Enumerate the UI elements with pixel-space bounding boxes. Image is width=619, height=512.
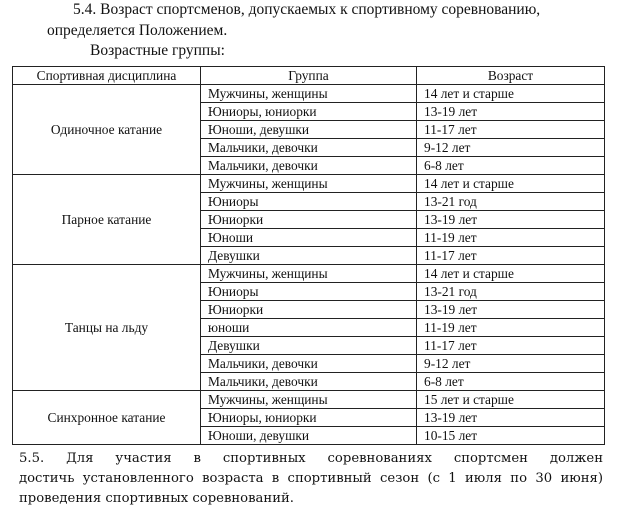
age-cell: 10-15 лет	[417, 427, 605, 445]
group-cell: юноши	[201, 319, 417, 337]
age-cell: 11-19 лет	[417, 229, 605, 247]
section-5-5-line-3: проведения спортивных соревнований.	[19, 491, 294, 506]
age-cell: 13-19 лет	[417, 103, 605, 121]
section-5-4-line-2: определяется Положением.	[47, 22, 228, 39]
group-cell: Мальчики, девочки	[201, 139, 417, 157]
section-5-4-line-1: 5.4. Возраст спортсменов, допускаемых к спортивному соревнованию,	[73, 1, 541, 18]
group-cell: Юниоры	[201, 193, 417, 211]
group-cell: Юноши, девушки	[201, 427, 417, 445]
age-cell: 11-17 лет	[417, 337, 605, 355]
age-cell: 13-19 лет	[417, 409, 605, 427]
table-row	[13, 265, 605, 283]
age-cell: 11-17 лет	[417, 121, 605, 139]
header-discipline: Спортивная дисциплина	[13, 67, 201, 85]
group-cell: Мужчины, женщины	[201, 85, 417, 103]
discipline-cell: Танцы на льду	[13, 265, 201, 391]
section-5-5	[19, 449, 603, 509]
table-row	[13, 175, 605, 193]
header-age: Возраст	[417, 67, 605, 85]
age-cell: 14 лет и старше	[417, 265, 605, 283]
age-cell: 13-19 лет	[417, 211, 605, 229]
age-cell: 11-19 лет	[417, 319, 605, 337]
group-cell: Мальчики, девочки	[201, 355, 417, 373]
age-cell: 13-19 лет	[417, 301, 605, 319]
age-cell: 9-12 лет	[417, 139, 605, 157]
group-cell: Мальчики, девочки	[201, 373, 417, 391]
age-cell: 6-8 лет	[417, 157, 605, 175]
group-cell: Мальчики, девочки	[201, 157, 417, 175]
age-cell: 9-12 лет	[417, 355, 605, 373]
discipline-cell: Синхронное катание	[13, 391, 201, 445]
age-cell: 13-21 год	[417, 283, 605, 301]
group-cell: Юниоры, юниорки	[201, 103, 417, 121]
age-cell: 14 лет и старше	[417, 85, 605, 103]
age-cell: 14 лет и старше	[417, 175, 605, 193]
section-5-5-line-1: 5.5. Для участия в спортивных соревнованиях спортсмен должен	[19, 451, 603, 466]
group-cell: Юниорки	[201, 301, 417, 319]
table-row	[13, 85, 605, 103]
group-cell: Юноши, девушки	[201, 121, 417, 139]
age-groups-label: Возрастные группы:	[90, 42, 225, 59]
group-cell: Мужчины, женщины	[201, 265, 417, 283]
age-cell: 15 лет и старше	[417, 391, 605, 409]
section-5-5-line-2: достичь установленного возраста в спортивный сезон (с 1 июля по 30 июня)	[19, 471, 603, 486]
age-cell: 6-8 лет	[417, 373, 605, 391]
table-body	[13, 85, 605, 445]
group-cell: Юниоры, юниорки	[201, 409, 417, 427]
age-cell: 11-17 лет	[417, 247, 605, 265]
age-cell: 13-21 год	[417, 193, 605, 211]
header-group: Группа	[201, 67, 417, 85]
age-groups-table	[12, 66, 605, 445]
table-header-row	[13, 67, 605, 85]
table-row	[13, 391, 605, 409]
group-cell: Мужчины, женщины	[201, 175, 417, 193]
group-cell: Девушки	[201, 247, 417, 265]
group-cell: Юниорки	[201, 211, 417, 229]
discipline-cell: Парное катание	[13, 175, 201, 265]
discipline-cell: Одиночное катание	[13, 85, 201, 175]
group-cell: Девушки	[201, 337, 417, 355]
group-cell: Юноши	[201, 229, 417, 247]
group-cell: Мужчины, женщины	[201, 391, 417, 409]
group-cell: Юниоры	[201, 283, 417, 301]
